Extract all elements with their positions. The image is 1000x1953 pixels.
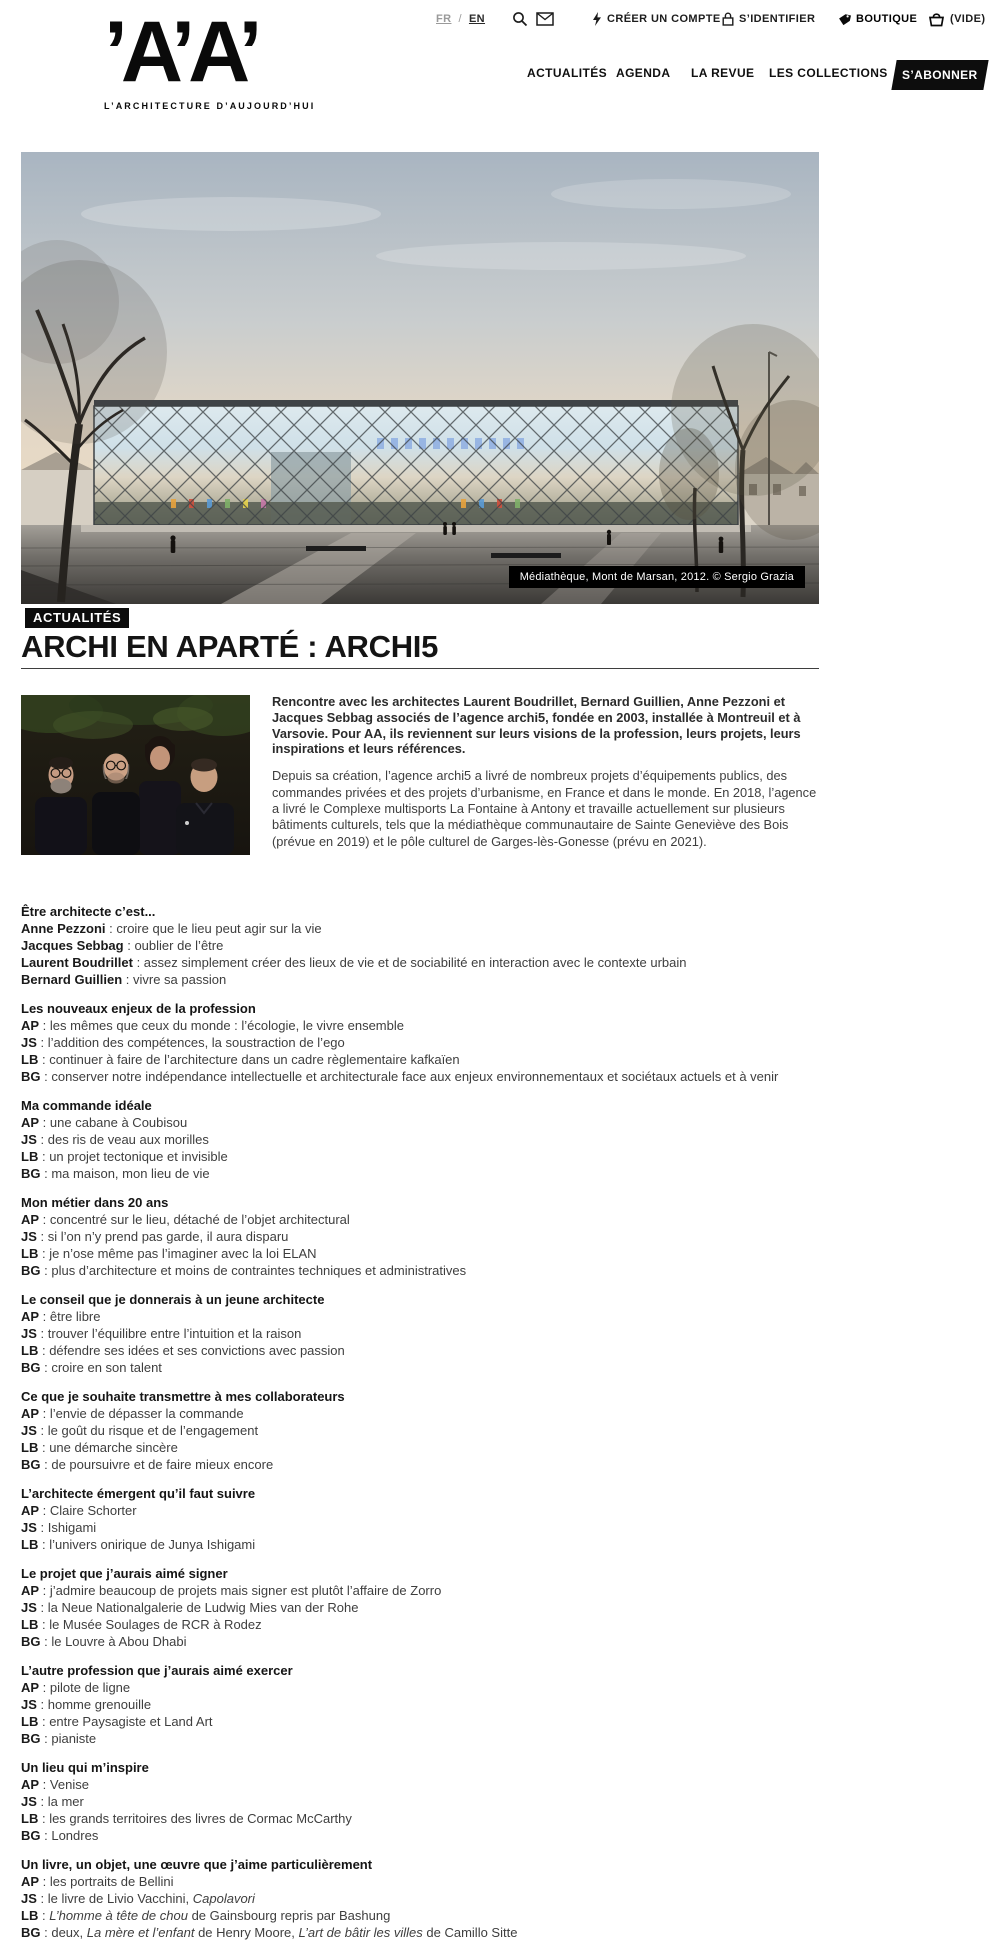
qa-answer-segment: le goût du risque et de l’engagement <box>47 1423 259 1438</box>
qa-respondent: BG <box>21 1166 41 1181</box>
qa-respondent: BG <box>21 1634 41 1649</box>
qa-separator: : <box>38 1908 50 1923</box>
qa-respondent: BG <box>21 1731 41 1746</box>
nav-item-agenda[interactable]: AGENDA <box>616 66 671 80</box>
qa-respondent: JS <box>21 1520 37 1535</box>
qa-separator: : <box>39 1680 50 1695</box>
qa-answer-segment: les portraits de Bellini <box>49 1874 174 1889</box>
qa-answer-segment: la Neue Nationalgalerie de Ludwig Mies van der Rohe <box>47 1600 359 1615</box>
qa-respondent: Jacques Sebbag <box>21 938 124 953</box>
qa-answer-segment: entre Paysagiste et Land Art <box>49 1714 213 1729</box>
qa-line <box>21 1308 820 1325</box>
qa-respondent: BG <box>21 1069 41 1084</box>
qa-answer-segment: des ris de veau aux morilles <box>47 1132 209 1147</box>
qa-separator: : <box>36 1520 48 1535</box>
qa-section <box>21 1097 820 1182</box>
cart-label: (VIDE) <box>950 13 986 25</box>
boutique-label: BOUTIQUE <box>856 13 918 25</box>
qa-respondent: LB <box>21 1617 39 1632</box>
qa-line <box>21 1114 820 1131</box>
qa-line <box>21 1582 820 1599</box>
qa-line <box>21 1148 820 1165</box>
qa-line <box>21 1017 820 1034</box>
qa-answer-segment: la mer <box>47 1794 84 1809</box>
category-badge[interactable]: ACTUALITÉS <box>25 608 129 628</box>
qa-answer-segment: être libre <box>49 1309 101 1324</box>
qa-separator: : <box>36 1132 48 1147</box>
qa-section <box>21 1565 820 1650</box>
qa-separator: : <box>36 1697 48 1712</box>
qa-answer-segment: de Henry Moore, <box>194 1925 299 1940</box>
qa-respondent: BG <box>21 1925 41 1940</box>
qa-respondent: BG <box>21 1360 41 1375</box>
qa-answer-segment: homme grenouille <box>47 1697 152 1712</box>
qa-line <box>21 937 820 954</box>
qa-separator: : <box>38 1714 50 1729</box>
qa-answer-segment: j’admire beaucoup de projets mais signer est plutôt l’affaire de Zorro <box>49 1583 442 1598</box>
qa-section <box>21 1000 820 1085</box>
qa-answer-segment: de poursuivre et de faire mieux encore <box>51 1457 274 1472</box>
qa-line <box>21 1924 820 1941</box>
qa-heading: Le conseil que je donnerais à un jeune architecte <box>21 1292 325 1307</box>
qa-respondent: AP <box>21 1777 40 1792</box>
qa-separator: : <box>40 1634 52 1649</box>
qa-line <box>21 1793 820 1810</box>
qa-respondent: JS <box>21 1326 37 1341</box>
qa-respondent: LB <box>21 1811 39 1826</box>
qa-answer-segment: vivre sa passion <box>132 972 227 987</box>
qa-line <box>21 971 820 988</box>
qa-line <box>21 1616 820 1633</box>
qa-section <box>21 1194 820 1279</box>
qa-answer-segment: ma maison, mon lieu de vie <box>51 1166 210 1181</box>
qa-separator: : <box>122 972 133 987</box>
qa-respondent: AP <box>21 1680 40 1695</box>
nav-item-la-revue[interactable]: LA REVUE <box>691 66 755 80</box>
qa-respondent: AP <box>21 1018 40 1033</box>
qa-answer-segment: L’homme à tête de chou <box>49 1908 188 1923</box>
subscribe-label: S’ABONNER <box>902 68 978 82</box>
qa-line <box>21 1051 820 1068</box>
qa-respondent: Bernard Guillien <box>21 972 123 987</box>
qa-respondent: JS <box>21 1229 37 1244</box>
article-intro-block <box>272 694 820 850</box>
qa-answer-segment: continuer à faire de l’architecture dans un cadre règlementaire kafkaïen <box>49 1052 460 1067</box>
qa-separator: : <box>36 1600 48 1615</box>
qa-section <box>21 1856 820 1941</box>
lang-fr-link[interactable]: FR <box>436 13 452 25</box>
qa-answer-segment: assez simplement créer des lieux de vie et de sociabilité en interaction avec le contexte urbain <box>143 955 687 970</box>
divider <box>21 668 819 669</box>
qa-separator: : <box>39 1406 50 1421</box>
header-logo[interactable] <box>104 4 315 111</box>
tag-icon <box>838 13 851 26</box>
qa-line <box>21 1696 820 1713</box>
cart-link[interactable] <box>928 10 985 28</box>
qa-respondent: LB <box>21 1052 39 1067</box>
qa-answer-segment: Venise <box>49 1777 89 1792</box>
qa-answer-segment: de Gainsbourg repris par Bashung <box>187 1908 391 1923</box>
qa-separator: : <box>38 1149 50 1164</box>
qa-respondent: LB <box>21 1343 39 1358</box>
qa-line <box>21 1165 820 1182</box>
qa-respondent: AP <box>21 1583 40 1598</box>
qa-separator: : <box>39 1777 50 1792</box>
qa-separator: : <box>39 1309 50 1324</box>
qa-answer-segment: un projet tectonique et invisible <box>49 1149 228 1164</box>
qa-line <box>21 1873 820 1890</box>
qa-respondent: JS <box>21 1132 37 1147</box>
qa-answer-segment: plus d’architecture et moins de contraintes techniques et administratives <box>51 1263 467 1278</box>
mail-icon <box>536 12 554 26</box>
qa-line <box>21 1439 820 1456</box>
qa-heading: Le projet que j’aurais aimé signer <box>21 1566 228 1581</box>
qa-answer-segment: les grands territoires des livres de Cormac McCarthy <box>49 1811 352 1826</box>
qa-respondent: LB <box>21 1246 39 1261</box>
qa-separator: : <box>36 1326 48 1341</box>
qa-respondent: BG <box>21 1828 41 1843</box>
qa-heading: Un lieu qui m’inspire <box>21 1760 149 1775</box>
qa-answer-segment: l’envie de dépasser la commande <box>49 1406 244 1421</box>
qa-line <box>21 1713 820 1730</box>
qa-separator: : <box>40 1166 52 1181</box>
qa-answer-segment: trouver l’équilibre entre l’intuition et la raison <box>47 1326 302 1341</box>
qa-separator: : <box>39 1583 50 1598</box>
qa-answer-segment: une démarche sincère <box>49 1440 178 1455</box>
qa-separator: : <box>40 1457 52 1472</box>
qa-line <box>21 1502 820 1519</box>
article-intro-bold: Rencontre avec les architectes Laurent Boudrillet, Bernard Guillien, Anne Pezzoni et Jacques Sebbag associés de l’agence archi5, fondée en 2003, installée à Montreuil et à Varsovie. Pour AA, ils reviennent sur leurs visions de la profession, leurs projets, leurs inspirations et leurs références. <box>272 694 801 757</box>
qa-respondent: JS <box>21 1035 37 1050</box>
article-photo <box>21 695 250 855</box>
qa-respondent: JS <box>21 1423 37 1438</box>
qa-separator: : <box>39 1503 50 1518</box>
logo-subtitle: L’ARCHITECTURE D’AUJOURD’HUI <box>104 101 316 111</box>
qa-line <box>21 1068 820 1085</box>
qa-respondent: AP <box>21 1874 40 1889</box>
article-title: ARCHI EN APARTÉ : ARCHI5 <box>21 629 439 664</box>
qa-line <box>21 1810 820 1827</box>
hero-photo-illustration <box>21 152 819 604</box>
qa-respondent: AP <box>21 1115 40 1130</box>
qa-line <box>21 1405 820 1422</box>
lang-separator: / <box>458 13 462 25</box>
qa-answer-segment: une cabane à Coubisou <box>49 1115 188 1130</box>
bolt-icon <box>592 12 602 26</box>
qa-line <box>21 1519 820 1536</box>
qa-line <box>21 1890 820 1907</box>
qa-respondent: LB <box>21 1714 39 1729</box>
qa-answer-segment: conserver notre indépendance intellectuelle et architecturale face aux enjeux environnementaux et sociétaux actuels et à venir <box>51 1069 779 1084</box>
qa-respondent: JS <box>21 1794 37 1809</box>
qa-line <box>21 1679 820 1696</box>
qa-respondent: AP <box>21 1212 40 1227</box>
qa-answer-segment: le Louvre à Abou Dhabi <box>51 1634 187 1649</box>
qa-answer-segment: pianiste <box>51 1731 97 1746</box>
qa-answer-segment: croire que le lieu peut agir sur la vie <box>116 921 322 936</box>
newsletter-button[interactable] <box>536 10 554 28</box>
qa-respondent: JS <box>21 1697 37 1712</box>
qa-respondent: JS <box>21 1891 37 1906</box>
qa-answer-segment: de Camillo Sitte <box>422 1925 518 1940</box>
qa-answer-segment: La mère et l’enfant <box>86 1925 195 1940</box>
qa-section <box>21 903 820 988</box>
qa-line <box>21 1907 820 1924</box>
qa-line <box>21 1325 820 1342</box>
qa-separator: : <box>36 1035 48 1050</box>
nav-item-actualites[interactable]: ACTUALITÉS <box>527 66 607 80</box>
qa-respondent: JS <box>21 1600 37 1615</box>
qa-heading: L’architecte émergent qu’il faut suivre <box>21 1486 256 1501</box>
qa-respondent: LB <box>21 1537 39 1552</box>
qa-heading: L’autre profession que j’aurais aimé exercer <box>21 1663 293 1678</box>
qa-answer-segment: si l’on n’y prend pas garde, il aura disparu <box>47 1229 289 1244</box>
qa-respondent: BG <box>21 1263 41 1278</box>
qa-separator: : <box>36 1891 48 1906</box>
qa-separator: : <box>36 1423 48 1438</box>
search-icon <box>512 11 528 27</box>
qa-respondent: BG <box>21 1457 41 1472</box>
qa-respondent: LB <box>21 1908 39 1923</box>
qa-line <box>21 1359 820 1376</box>
qa-line <box>21 1536 820 1553</box>
nav-item-les-collections[interactable]: LES COLLECTIONS <box>769 66 888 80</box>
qa-line <box>21 1342 820 1359</box>
qa-line <box>21 1827 820 1844</box>
qa-line <box>21 1131 820 1148</box>
qa-heading: Les nouveaux enjeux de la profession <box>21 1001 256 1016</box>
qa-answer-segment: le livre de Livio Vacchini, <box>47 1891 193 1906</box>
signin-label: S’IDENTIFIER <box>739 13 816 25</box>
qa-line <box>21 1228 820 1245</box>
qa-line <box>21 1211 820 1228</box>
article-intro-text: Depuis sa création, l’agence archi5 a livré de nombreux projets d’équipements publics, des commandes privées et des projets d’urbanisme, en France et dans le monde. En 2018, l’agence a livré le Complexe multisports La Fontaine à Antony et travaille actuellement sur plusieurs bâtiments culturels, tels que la médiathèque communautaire de Sainte Geneviève des Bois (prévue en 2019) et le pôle culturel de Garges-lès-Gonesse (prévu en 2021). <box>272 768 817 849</box>
qa-separator: : <box>38 1246 50 1261</box>
qa-answer-segment: Capolavori <box>192 1891 255 1906</box>
qa-separator: : <box>40 1828 52 1843</box>
qa-answer-segment: je n’ose même pas l’imaginer avec la loi ELAN <box>49 1246 317 1261</box>
qa-answer-segment: pilote de ligne <box>49 1680 131 1695</box>
qa-list <box>21 903 820 1953</box>
qa-separator: : <box>40 1925 52 1940</box>
qa-heading: Être architecte c’est... <box>21 904 156 919</box>
qa-separator: : <box>39 1874 50 1889</box>
basket-icon <box>928 12 945 27</box>
signin-link[interactable] <box>722 10 815 28</box>
qa-separator: : <box>38 1617 50 1632</box>
qa-line <box>21 1245 820 1262</box>
qa-line <box>21 1599 820 1616</box>
qa-separator: : <box>38 1052 50 1067</box>
qa-line <box>21 1262 820 1279</box>
qa-separator: : <box>36 1229 48 1244</box>
qa-line <box>21 920 820 937</box>
qa-separator: : <box>132 955 144 970</box>
qa-answer-segment: deux, <box>51 1925 87 1940</box>
create-account-label: CRÉER UN COMPTE <box>607 13 721 25</box>
qa-line <box>21 1422 820 1439</box>
qa-separator: : <box>40 1263 52 1278</box>
qa-respondent: LB <box>21 1440 39 1455</box>
qa-answer-segment: le Musée Soulages de RCR à Rodez <box>49 1617 262 1632</box>
language-switcher[interactable] <box>436 10 485 28</box>
qa-line <box>21 1776 820 1793</box>
qa-answer-segment: l’addition des compétences, la soustraction de l’ego <box>47 1035 345 1050</box>
qa-section <box>21 1388 820 1473</box>
qa-answer-segment: Claire Schorter <box>49 1503 137 1518</box>
qa-separator: : <box>38 1537 50 1552</box>
lang-en-link[interactable]: EN <box>468 13 486 25</box>
qa-line <box>21 1034 820 1051</box>
team-portrait-illustration <box>21 695 250 855</box>
qa-answer-segment: défendre ses idées et ses convictions avec passion <box>49 1343 345 1358</box>
qa-line <box>21 1730 820 1747</box>
logo-wordmark: ’A’A’ <box>104 4 256 100</box>
create-account-link[interactable] <box>592 10 721 28</box>
qa-separator: : <box>39 1018 50 1033</box>
qa-line <box>21 1456 820 1473</box>
qa-separator: : <box>36 1794 48 1809</box>
qa-separator: : <box>38 1440 50 1455</box>
qa-separator: : <box>40 1360 52 1375</box>
hero-image <box>21 152 819 604</box>
qa-answer-segment: Ishigami <box>47 1520 97 1535</box>
qa-separator: : <box>39 1212 50 1227</box>
qa-separator: : <box>38 1343 50 1358</box>
qa-separator: : <box>39 1115 50 1130</box>
qa-separator: : <box>123 938 135 953</box>
hero-caption: Médiathèque, Mont de Marsan, 2012. © Sergio Grazia <box>509 566 805 588</box>
qa-section <box>21 1662 820 1747</box>
qa-line <box>21 1633 820 1650</box>
qa-separator: : <box>40 1731 52 1746</box>
qa-section <box>21 1291 820 1376</box>
qa-heading: Ma commande idéale <box>21 1098 152 1113</box>
qa-separator: : <box>38 1811 50 1826</box>
qa-line <box>21 954 820 971</box>
qa-heading: Ce que je souhaite transmettre à mes collaborateurs <box>21 1389 345 1404</box>
boutique-link[interactable] <box>838 10 917 28</box>
qa-respondent: AP <box>21 1309 40 1324</box>
qa-respondent: Laurent Boudrillet <box>21 955 133 970</box>
qa-separator: : <box>105 921 117 936</box>
qa-respondent: LB <box>21 1149 39 1164</box>
qa-section <box>21 1485 820 1553</box>
qa-answer-segment: l’univers onirique de Junya Ishigami <box>49 1537 256 1552</box>
qa-section <box>21 1759 820 1844</box>
qa-answer-segment: concentré sur le lieu, détaché de l’objet architectural <box>49 1212 350 1227</box>
subscribe-button[interactable] <box>891 60 988 90</box>
search-button[interactable] <box>512 10 528 28</box>
qa-answer-segment: croire en son talent <box>51 1360 162 1375</box>
lock-icon <box>722 12 734 26</box>
qa-heading: Mon métier dans 20 ans <box>21 1195 169 1210</box>
qa-respondent: AP <box>21 1406 40 1421</box>
qa-answer-segment: oublier de l’être <box>134 938 224 953</box>
qa-heading: Un livre, un objet, une œuvre que j’aime particulièrement <box>21 1857 373 1872</box>
qa-respondent: AP <box>21 1503 40 1518</box>
qa-answer-segment: Londres <box>51 1828 99 1843</box>
qa-separator: : <box>40 1069 52 1084</box>
qa-respondent: Anne Pezzoni <box>21 921 106 936</box>
qa-answer-segment: les mêmes que ceux du monde : l’écologie, le vivre ensemble <box>49 1018 404 1033</box>
qa-answer-segment: L’art de bâtir les villes <box>298 1925 423 1940</box>
